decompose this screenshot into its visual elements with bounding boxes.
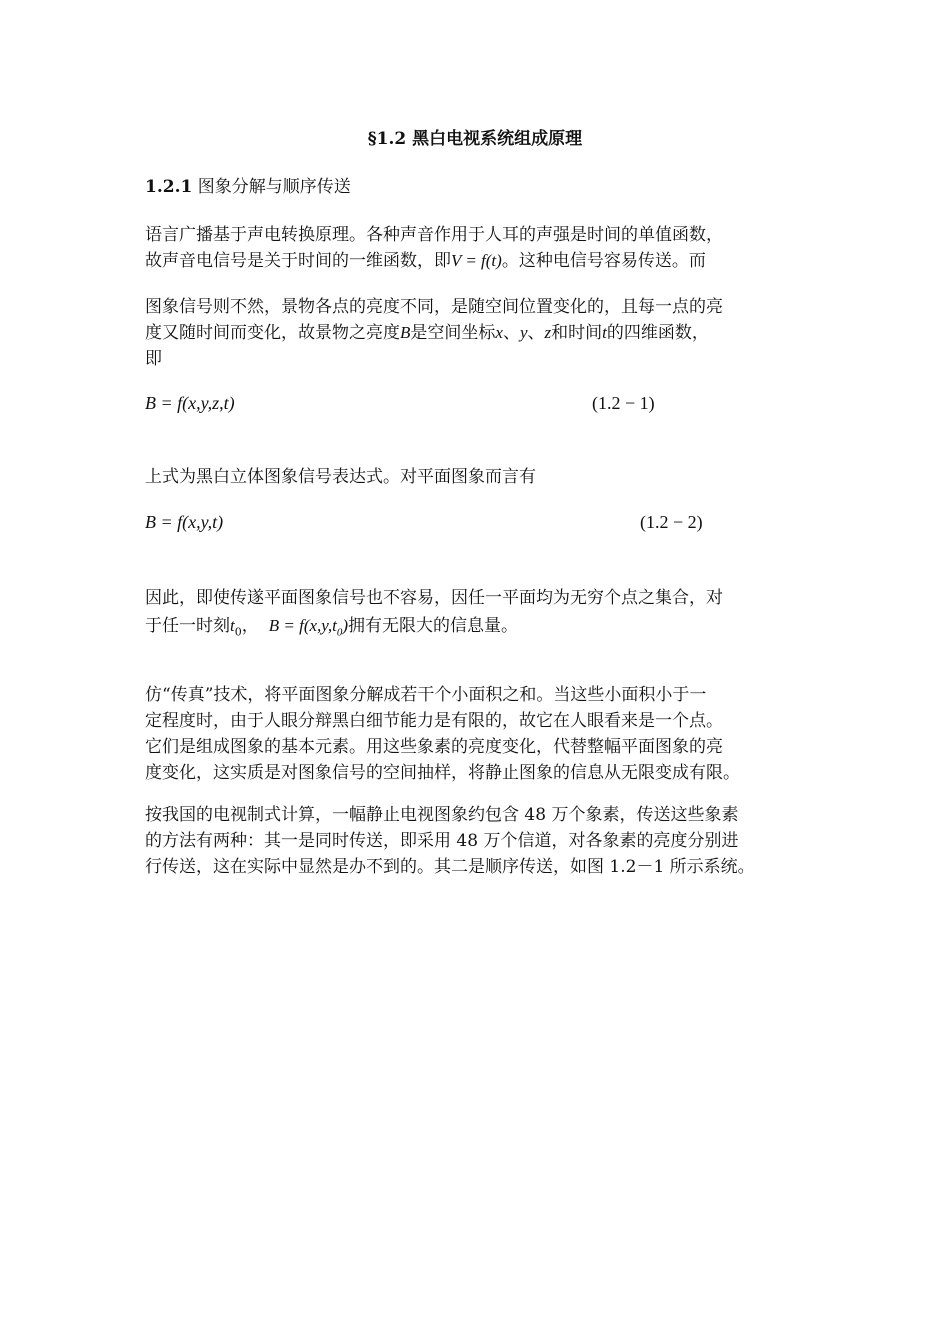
subsection-title: 图象分解与顺序传送 bbox=[192, 177, 351, 197]
separator: 、 bbox=[502, 323, 520, 343]
text: 的四维函数， bbox=[606, 323, 709, 343]
paragraph-2-line-3: 即 bbox=[145, 349, 162, 369]
formula-2: B = f(x,y,t) bbox=[145, 512, 224, 532]
paragraph-5-line-4: 度变化，这实质是对图象信号的空间抽样，将静止图象的信息从无限变成有限。 bbox=[145, 763, 740, 783]
inline-formula-b-expr: B = f(x,y,t bbox=[268, 616, 337, 635]
text: 拥有无限大的信息量。 bbox=[348, 616, 519, 636]
subsection-number: 1.2.1 bbox=[145, 177, 193, 197]
paragraph-4-line-2 bbox=[145, 613, 810, 645]
paragraph-1 bbox=[145, 222, 810, 274]
variable-z: z bbox=[544, 323, 552, 342]
formula-1: B = f(x,y,z,t) bbox=[145, 393, 235, 413]
section-title: §1.2 黑白电视系统组成原理 bbox=[367, 129, 583, 149]
text: 于任一时刻 bbox=[145, 616, 230, 636]
paragraph-5-line-2: 定程度时，由于人眼分辩黑白细节能力是有限的，故它在人眼看来是一个点。 bbox=[145, 711, 723, 731]
inline-formula-b bbox=[268, 616, 349, 639]
paragraph-1-line-2 bbox=[145, 248, 810, 274]
formula-1-number: (1.2 − 1) bbox=[592, 393, 655, 413]
paragraph-6 bbox=[145, 802, 825, 880]
separator: 、 bbox=[527, 323, 545, 343]
inline-formula-b-close: ) bbox=[342, 616, 349, 635]
variable-b: B bbox=[400, 323, 411, 342]
paragraph-1-text: 故声音电信号是关于时间的一维函数，即 bbox=[145, 251, 451, 271]
formula-2-number: (1.2 − 2) bbox=[640, 512, 703, 532]
variable-t0: t bbox=[230, 616, 235, 635]
subscript-zero: 0 bbox=[234, 625, 242, 639]
paragraph-4 bbox=[145, 585, 810, 645]
variable-t: t bbox=[602, 323, 607, 342]
variable-y: y bbox=[519, 323, 528, 342]
paragraph-6-line-3: 行传送，这在实际中显然是办不到的。其二是顺序传送，如图 1.2－1 所示系统。 bbox=[145, 857, 755, 877]
paragraph-1-line-1: 语言广播基于声电转换原理。各种声音作用于人耳的声强是时间的单值函数， bbox=[145, 225, 723, 245]
paragraph-2 bbox=[145, 294, 810, 372]
text: ， bbox=[241, 616, 259, 636]
paragraph-5-line-1: 仿“传真”技术，将平面图象分解成若干个小面积之和。当这些小面积小于一 bbox=[145, 685, 707, 705]
variable-x: x bbox=[495, 323, 503, 342]
paragraph-1-text-end: 。这种电信号容易传送。而 bbox=[501, 251, 706, 271]
text: 是空间坐标 bbox=[410, 323, 496, 343]
subsection-heading bbox=[145, 174, 810, 200]
text: 和时间 bbox=[551, 323, 603, 343]
paragraph-4-line-1: 因此，即使传遂平面图象信号也不容易，因任一平面均为无穷个点之集合，对 bbox=[145, 588, 723, 608]
paragraph-2-line-2 bbox=[145, 320, 810, 346]
inline-formula-v: V = f(t) bbox=[451, 251, 502, 270]
paragraph-5 bbox=[145, 682, 810, 786]
inline-formula-b-sub: 0 bbox=[336, 626, 343, 639]
paragraph-3: 上式为黑白立体图象信号表达式。对平面图象而言有 bbox=[145, 467, 536, 487]
paragraph-6-line-2: 的方法有两种：其一是同时传送，即采用 48 万个信道，对各象素的亮度分别进 bbox=[145, 831, 739, 851]
paragraph-2-line-1: 图象信号则不然，景物各点的亮度不同，是随空间位置变化的，且每一点的亮 bbox=[145, 297, 723, 317]
paragraph-5-line-3: 它们是组成图象的基本元素。用这些象素的亮度变化，代替整幅平面图象的亮 bbox=[145, 737, 723, 757]
text: 度又随时间而变化，故景物之亮度 bbox=[145, 323, 400, 343]
paragraph-6-line-1: 按我国的电视制式计算，一幅静止电视图象约包含 48 万个象素，传送这些象素 bbox=[145, 805, 739, 825]
